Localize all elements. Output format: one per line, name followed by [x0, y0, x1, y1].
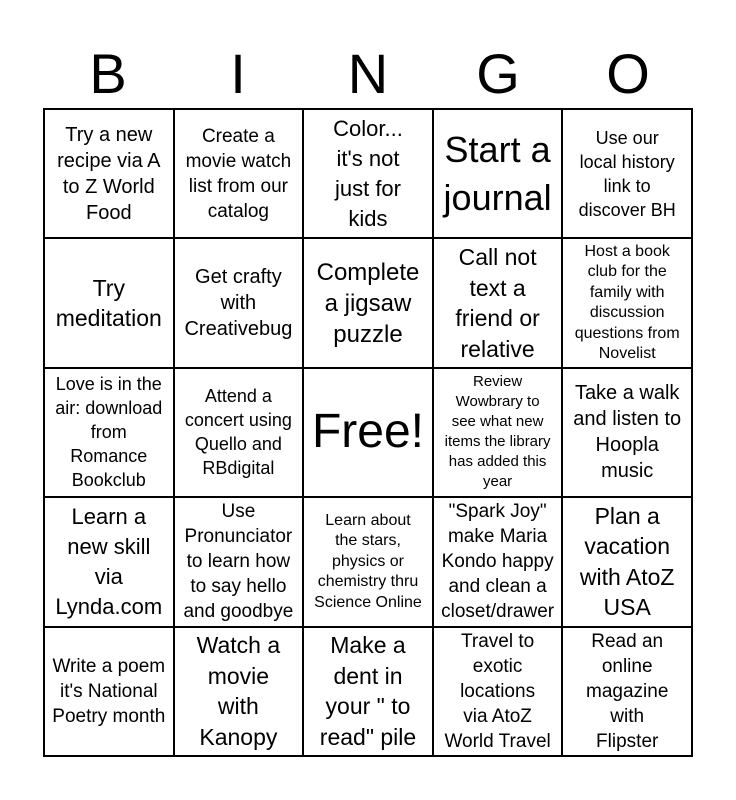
free-space-label: Free! [311, 405, 424, 459]
cell-text: Learn about the stars, physics or chemistry thru Science Online [314, 511, 422, 611]
header-letter-b: B [89, 42, 127, 105]
bingo-cell-r1c2[interactable] [174, 109, 304, 238]
bingo-cell-r2c5[interactable] [562, 238, 692, 367]
cell-text: Start a journal [443, 128, 552, 218]
bingo-cell-r4c2[interactable] [174, 497, 304, 626]
bingo-cell-r5c5[interactable] [562, 627, 692, 756]
bingo-cell-r3c2[interactable] [174, 368, 304, 497]
bingo-cell-r4c5[interactable] [562, 497, 692, 626]
header-letter-n: N [347, 42, 389, 105]
cell-text: Review Wowbrary to see what new items the library has added this year [444, 373, 551, 491]
bingo-cell-r4c1[interactable] [44, 497, 174, 626]
bingo-cell-r2c4[interactable] [433, 238, 563, 367]
bingo-cell-r4c4[interactable] [433, 497, 563, 626]
cell-text: Color... it's not just for kids [333, 115, 403, 231]
bingo-cell-r5c2[interactable] [174, 627, 304, 756]
cell-text: Travel to exotic locations via AtoZ World Travel [444, 630, 551, 752]
cell-text: Learn a new skill via Lynda.com [55, 503, 163, 619]
cell-text: Use our local history link to discover BH [578, 127, 676, 220]
bingo-header [43, 42, 693, 106]
header-letter-o: O [606, 42, 650, 105]
bingo-cell-r3c1[interactable] [44, 368, 174, 497]
cell-text: Try meditation [55, 274, 162, 332]
cell-text: Plan a vacation with AtoZ USA [579, 502, 675, 621]
cell-text: Read an online magazine with Flipster [586, 630, 669, 752]
bingo-cell-r2c3[interactable] [303, 238, 433, 367]
bingo-cell-r1c4[interactable] [433, 109, 563, 238]
bingo-cell-r4c3[interactable] [303, 497, 433, 626]
header-letter-i: I [230, 42, 246, 105]
bingo-cell-r1c5[interactable] [562, 109, 692, 238]
cell-text: Attend a concert using Quello and RBdigital [184, 386, 292, 479]
cell-text: Call not text a friend or relative [455, 244, 540, 362]
cell-text: Watch a movie with Kanopy [196, 632, 281, 750]
bingo-cell-free[interactable] [303, 368, 433, 497]
cell-text: Take a walk and listen to Hoopla music [573, 382, 682, 483]
cell-text: Try a new recipe via A to Z World Food [57, 123, 161, 224]
cell-text: Create a movie watch list from our catalog [185, 125, 292, 222]
bingo-cell-r5c3[interactable] [303, 627, 433, 756]
bingo-board [43, 108, 693, 757]
bingo-cell-r5c4[interactable] [433, 627, 563, 756]
cell-text: Love is in the air: download from Romance Bookclub [55, 374, 163, 491]
bingo-cell-r3c5[interactable] [562, 368, 692, 497]
cell-text: "Spark Joy" make Maria Kondo happy and clean a closet/drawer [441, 501, 555, 623]
bingo-cell-r1c1[interactable] [44, 109, 174, 238]
cell-text: Complete a jigsaw puzzle [316, 258, 420, 348]
bingo-cell-r5c1[interactable] [44, 627, 174, 756]
cell-text: Write a poem it's National Poetry month [52, 655, 166, 727]
header-letter-g: G [476, 42, 520, 105]
cell-text: Make a dent in your " to read" pile [319, 632, 417, 750]
cell-text: Use Pronunciator to learn how to say hello and goodbye [183, 501, 294, 623]
bingo-cell-r3c4[interactable] [433, 368, 563, 497]
cell-text: Host a book club for the family with discussion questions from Novelist [574, 242, 680, 363]
bingo-cell-r2c1[interactable] [44, 238, 174, 367]
bingo-cell-r2c2[interactable] [174, 238, 304, 367]
cell-text: Get crafty with Creativebug [184, 266, 293, 341]
bingo-cell-r1c3[interactable] [303, 109, 433, 238]
